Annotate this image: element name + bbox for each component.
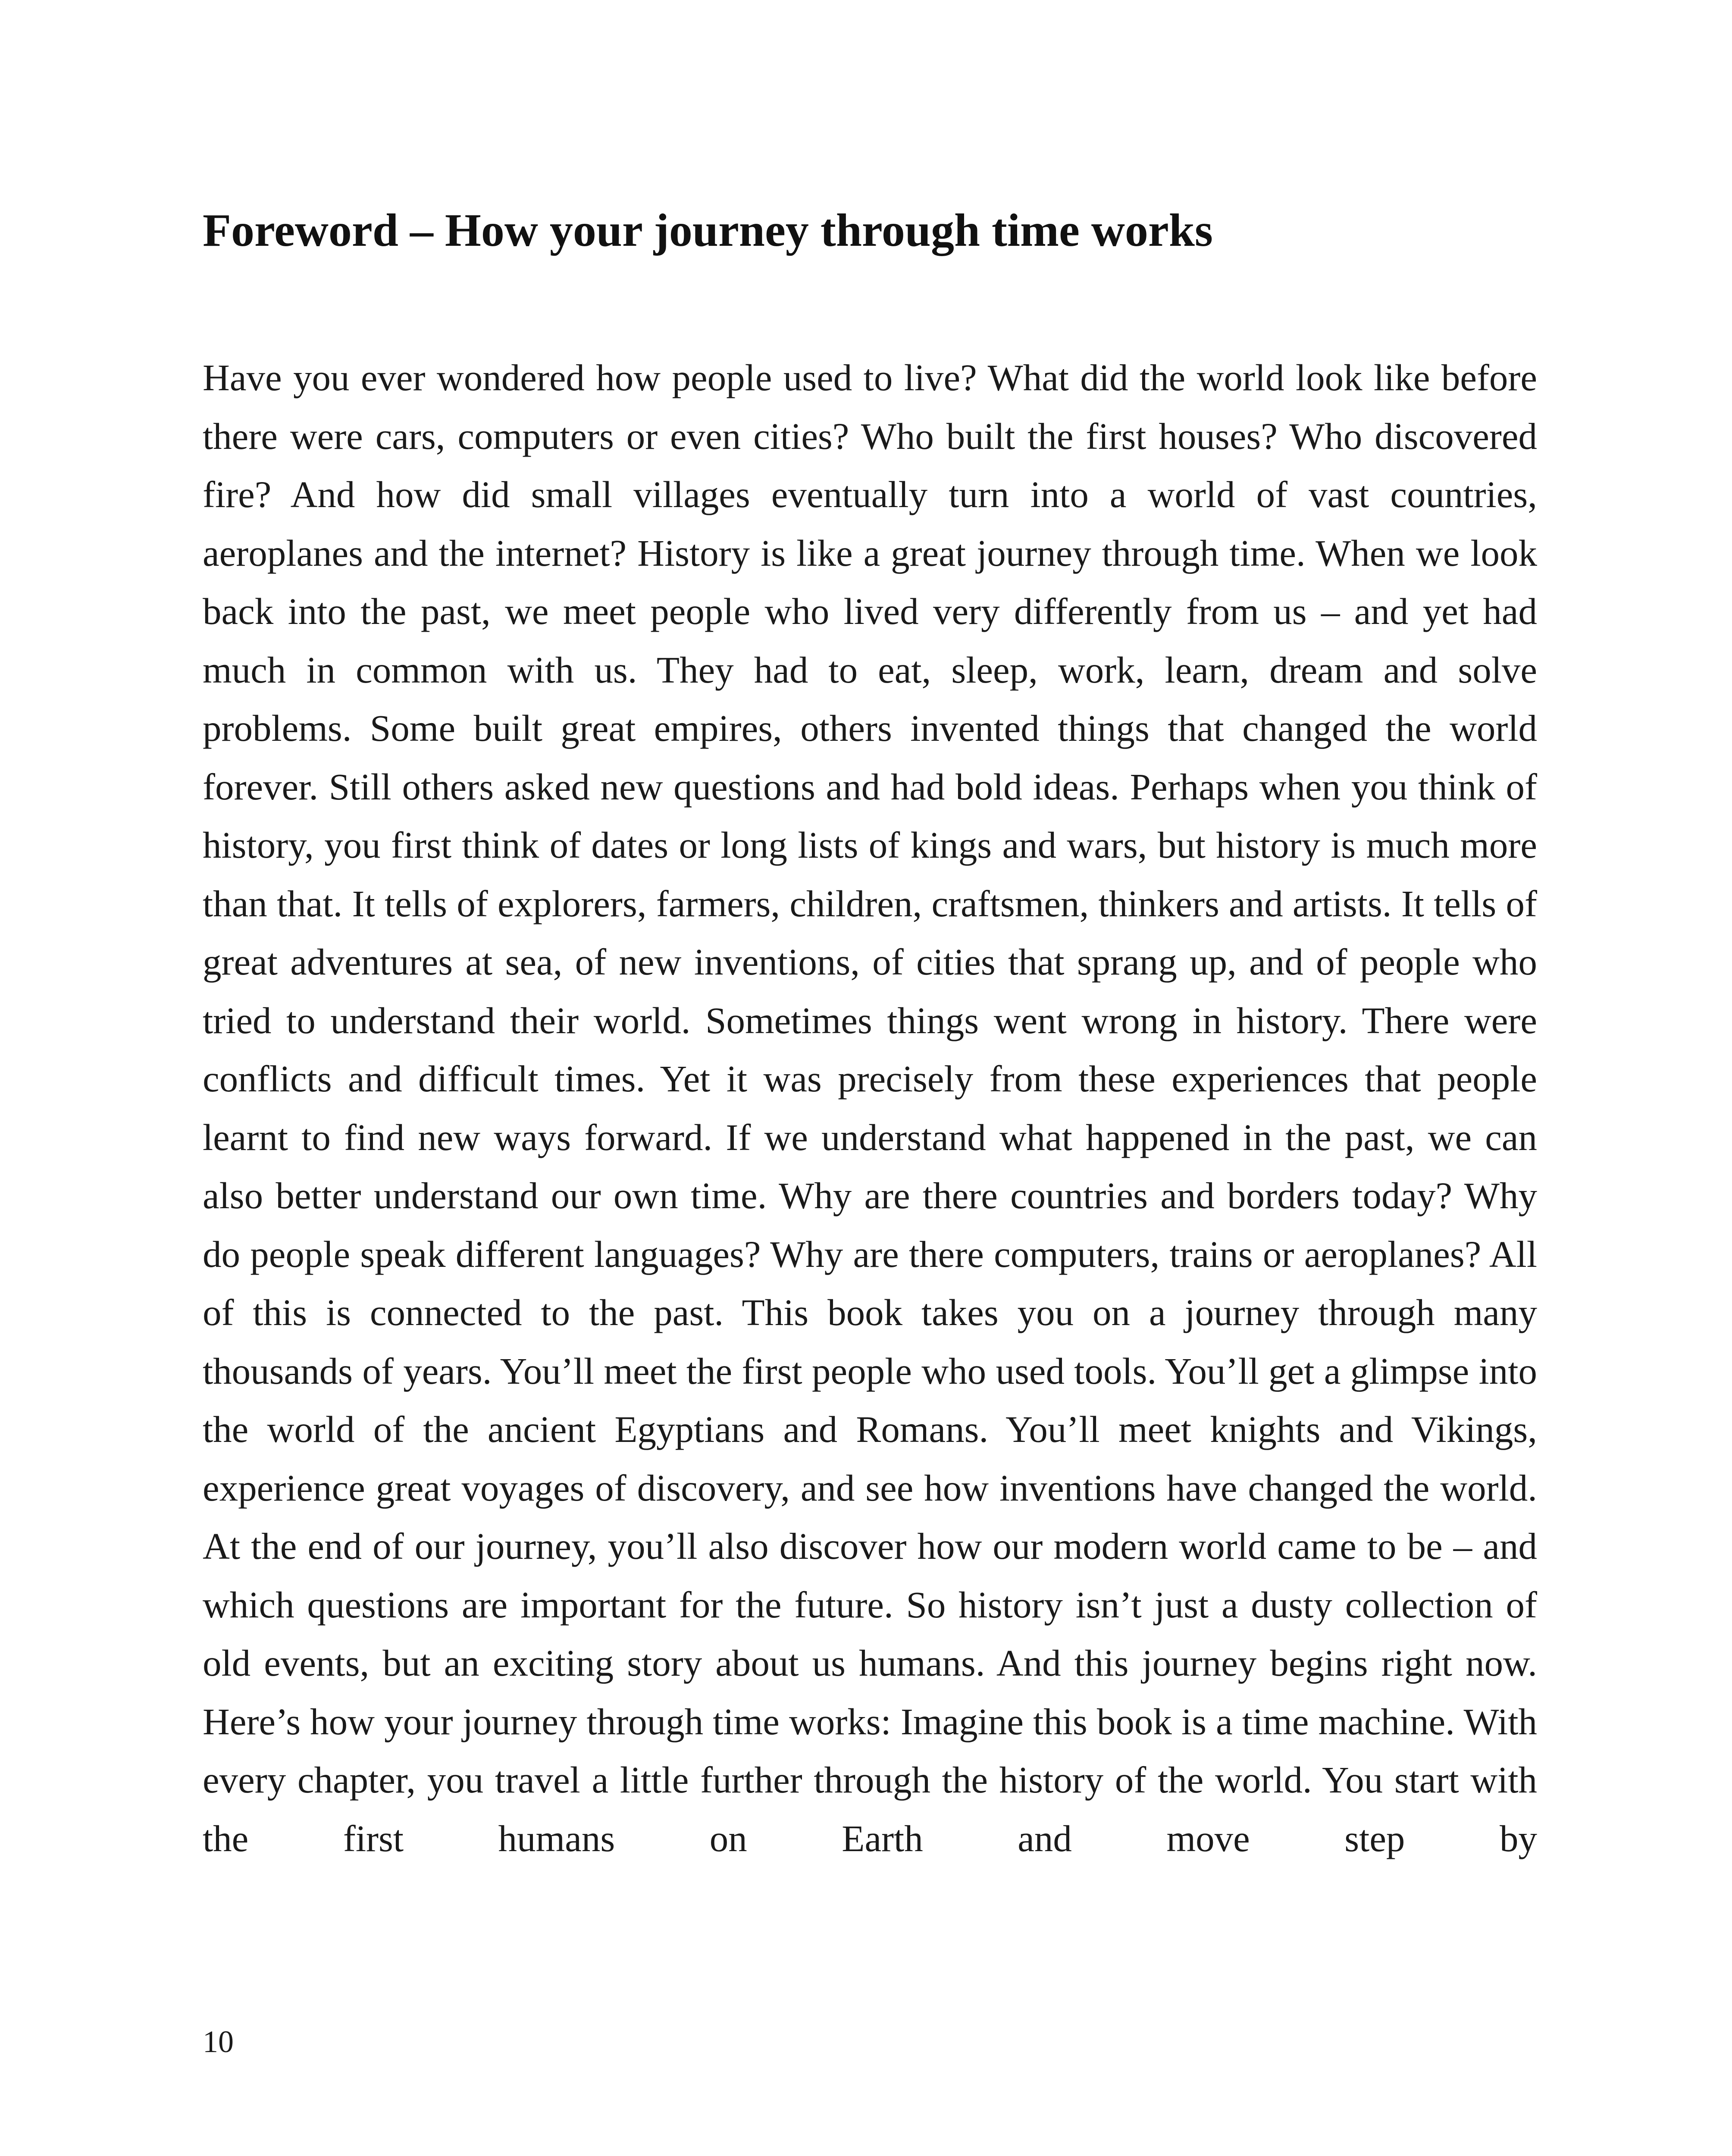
page-number: 10 bbox=[203, 2024, 234, 2059]
body-paragraph: Have you ever wondered how people used to live? What did the world look like before there were cars, computers or even cities? Who built the first houses? Who discovered fire? And how did small villages eventually turn into a world of vast countries, aeroplanes and the internet? History is like a great journey through time. When we look back into the past, we meet people who lived very differently from us – and yet had much in common with us. They had to eat, sleep, work, learn, dream and solve problems. Some built great empires, others invented things that changed the world forever. Still others asked new questions and had bold ideas. Perhaps when you think of history, you first think of dates or long lists of kings and wars, but history is much more than that. It tells of explorers, farmers, children, craftsmen, thinkers and artists. It tells of great adventures at sea, of new inventions, of cities that sprang up, and of people who tried to understand their world. Sometimes things went wrong in history. There were conflicts and difficult times. Yet it was precisely from these experiences that people learnt to find new ways forward. If we understand what happened in the past, we can also better understand our own time. Why are there countries and borders today? Why do people speak different languages? Why are there computers, trains or aeroplanes? All of this is connected to the past. This book takes you on a journey through many thousands of years. You’ll meet the first people who used tools. You’ll get a glimpse into the world of the ancient Egyptians and Romans. You’ll meet knights and Vikings, experience great voyages of discovery, and see how inventions have changed the world. At the end of our journey, you’ll also discover how our modern world came to be – and which questions are important for the future. So history isn’t just a dusty collection of old events, but an exciting story about us humans. And this journey begins right now. Here’s how your journey through time works: Imagine this book is a time machine. With every chapter, you travel a little further through the history of the world. You start with the first humans on Earth and move step by bbox=[203, 357, 1537, 1859]
page-title: Foreword – How your journey through time works bbox=[203, 205, 1213, 256]
